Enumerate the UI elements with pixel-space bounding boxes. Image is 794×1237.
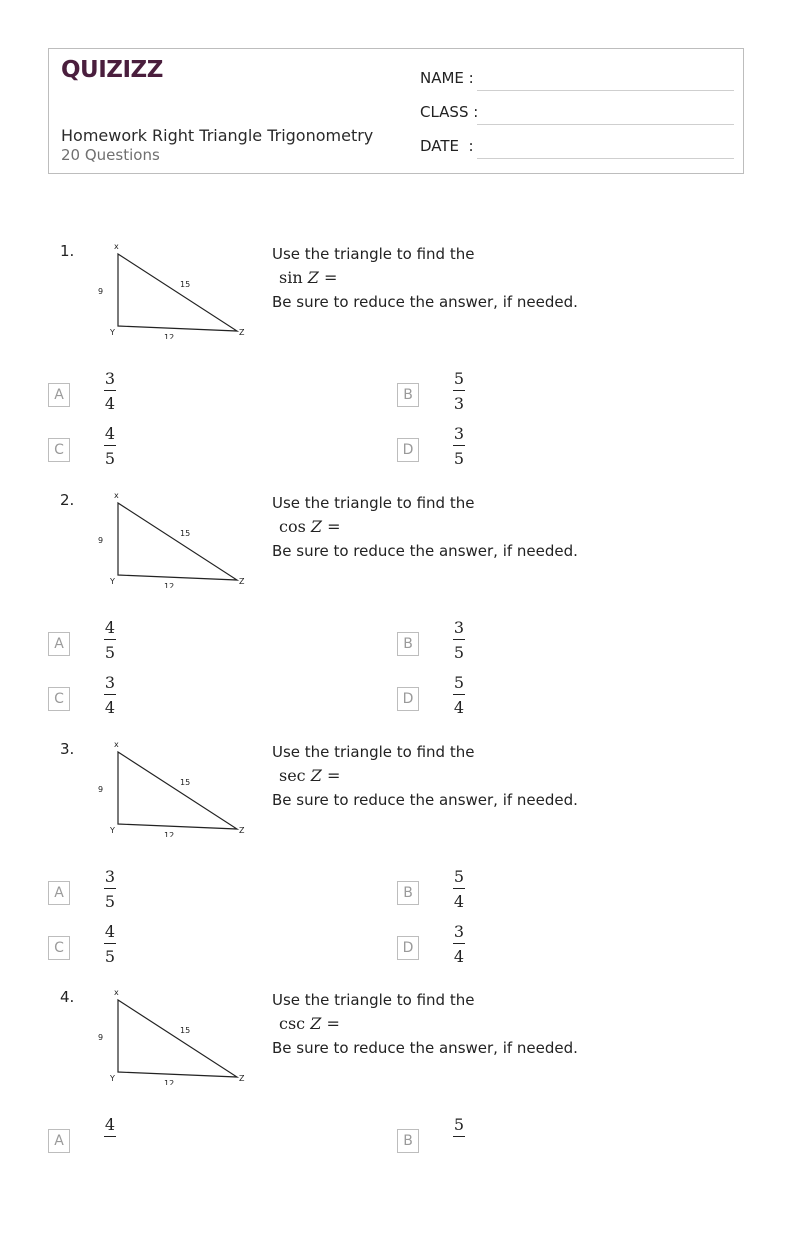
vertex-label-y: Y	[110, 328, 115, 337]
vertex-label-y: Y	[110, 577, 115, 586]
prompt-note: Be sure to reduce the answer, if needed.	[272, 1039, 578, 1057]
option-letter-box[interactable]: B	[397, 1129, 419, 1153]
option-letter-box[interactable]: C	[48, 438, 70, 462]
fraction-bar	[453, 888, 465, 889]
vertex-label-x: x	[114, 242, 119, 251]
option-fraction	[453, 424, 465, 469]
option-letter-box[interactable]: D	[397, 936, 419, 960]
question-item	[0, 491, 794, 740]
angle-variable: Z	[310, 517, 323, 536]
fraction-numerator: 5	[453, 673, 465, 692]
question-prompt	[272, 740, 578, 812]
option-letter-box[interactable]: B	[397, 383, 419, 407]
worksheet-header	[48, 48, 744, 174]
prompt-note: Be sure to reduce the answer, if needed.	[272, 542, 578, 560]
vertex-label-z: Z	[239, 1074, 245, 1083]
option-fraction	[453, 867, 465, 912]
triangle-shape	[118, 254, 237, 331]
fraction-bar	[104, 445, 116, 446]
vertex-label-y: Y	[110, 826, 115, 835]
fraction-numerator: 3	[104, 369, 116, 388]
class-label: CLASS :	[420, 103, 479, 121]
option-letter-box[interactable]: C	[48, 936, 70, 960]
angle-variable: Z	[310, 1014, 322, 1033]
side-label-hypotenuse: 15	[180, 280, 191, 289]
question-prompt	[272, 242, 578, 314]
option-fraction	[104, 369, 116, 414]
trig-function: sin	[279, 268, 303, 287]
side-label-bottom: 12	[164, 831, 175, 837]
fraction-bar	[453, 639, 465, 640]
trig-function: cos	[279, 517, 306, 536]
option-letter-box[interactable]: A	[48, 881, 70, 905]
fraction-bar	[104, 888, 116, 889]
side-label-left: 9	[98, 287, 104, 296]
question-item	[0, 740, 794, 989]
option-fraction	[453, 1115, 465, 1140]
option-letter-box[interactable]: B	[397, 881, 419, 905]
triangle-figure	[92, 980, 252, 1085]
worksheet-title: Homework Right Triangle Trigonometry	[61, 126, 374, 145]
side-label-left: 9	[98, 536, 104, 545]
side-label-bottom: 12	[164, 1079, 175, 1085]
name-line[interactable]	[477, 90, 734, 91]
question-item	[0, 988, 794, 1237]
trig-function: csc	[279, 1014, 306, 1033]
fraction-numerator: 3	[453, 922, 465, 941]
option-fraction	[453, 922, 465, 967]
quizizz-logo: QUIZIZZ	[61, 57, 163, 83]
side-label-hypotenuse: 15	[180, 1026, 191, 1035]
option-fraction	[104, 424, 116, 469]
option-letter-box[interactable]: A	[48, 1129, 70, 1153]
vertex-label-z: Z	[239, 826, 245, 835]
question-prompt	[272, 988, 578, 1060]
vertex-label-x: x	[114, 491, 119, 500]
trig-expression	[272, 266, 578, 290]
date-label: DATE :	[420, 137, 474, 155]
fraction-numerator: 3	[104, 673, 116, 692]
class-field[interactable]	[420, 103, 734, 125]
vertex-label-x: x	[114, 988, 119, 997]
trig-function: sec	[279, 766, 306, 785]
fraction-denominator: 5	[104, 947, 116, 966]
option-fraction	[104, 1115, 116, 1140]
option-fraction	[453, 618, 465, 663]
equals-sign: =	[327, 517, 341, 536]
option-letter-box[interactable]: B	[397, 632, 419, 656]
name-field[interactable]	[420, 69, 734, 91]
option-letter-box[interactable]: D	[397, 687, 419, 711]
fraction-denominator: 3	[453, 394, 465, 413]
option-letter-box[interactable]: D	[397, 438, 419, 462]
vertex-label-y: Y	[110, 1074, 115, 1083]
equals-sign: =	[326, 1014, 340, 1033]
option-fraction	[104, 867, 116, 912]
triangle-shape	[118, 503, 237, 580]
fraction-bar	[453, 694, 465, 695]
trig-expression	[272, 1012, 578, 1036]
trig-expression	[272, 764, 578, 788]
fraction-numerator: 5	[453, 369, 465, 388]
question-prompt	[272, 491, 578, 563]
fraction-denominator: 4	[104, 394, 116, 413]
fraction-numerator: 4	[104, 618, 116, 637]
fraction-numerator: 3	[104, 867, 116, 886]
option-letter-box[interactable]: C	[48, 687, 70, 711]
equals-sign: =	[326, 766, 341, 785]
question-item	[0, 242, 794, 491]
fraction-denominator: 4	[453, 892, 465, 911]
fraction-denominator: 4	[104, 698, 116, 717]
fraction-numerator: 3	[453, 424, 465, 443]
question-count: 20 Questions	[61, 146, 160, 164]
triangle-figure	[92, 234, 252, 339]
fraction-bar	[104, 694, 116, 695]
option-letter-box[interactable]: A	[48, 383, 70, 407]
triangle-figure	[92, 732, 252, 837]
date-field[interactable]	[420, 137, 734, 159]
vertex-label-z: Z	[239, 328, 245, 337]
triangle-shape	[118, 1000, 237, 1077]
fraction-denominator: 5	[104, 643, 116, 662]
fraction-denominator: 5	[104, 892, 116, 911]
side-label-left: 9	[98, 785, 104, 794]
prompt-text: Use the triangle to find the	[272, 245, 475, 263]
option-fraction	[453, 673, 465, 718]
side-label-hypotenuse: 15	[180, 529, 191, 538]
question-number: 1.	[60, 242, 75, 260]
option-fraction	[453, 369, 465, 414]
fraction-numerator: 3	[453, 618, 465, 637]
fraction-numerator: 5	[453, 867, 465, 886]
triangle-figure	[92, 483, 252, 588]
fraction-bar	[453, 1136, 465, 1137]
side-label-left: 9	[98, 1033, 104, 1042]
fraction-bar	[104, 943, 116, 944]
prompt-text: Use the triangle to find the	[272, 494, 475, 512]
prompt-text: Use the triangle to find the	[272, 743, 475, 761]
name-label: NAME :	[420, 69, 474, 87]
triangle-shape	[118, 752, 237, 829]
question-number: 4.	[60, 988, 75, 1006]
question-number: 2.	[60, 491, 75, 509]
prompt-text: Use the triangle to find the	[272, 991, 475, 1009]
fraction-bar	[104, 639, 116, 640]
option-fraction	[104, 673, 116, 718]
fraction-denominator: 5	[104, 449, 116, 468]
fraction-denominator: 5	[453, 449, 465, 468]
angle-variable: Z	[310, 766, 322, 785]
class-line[interactable]	[477, 124, 734, 125]
fraction-denominator: 5	[453, 643, 465, 662]
fraction-bar	[104, 390, 116, 391]
date-line[interactable]	[477, 158, 734, 159]
side-label-hypotenuse: 15	[180, 778, 191, 787]
vertex-label-z: Z	[239, 577, 245, 586]
prompt-note: Be sure to reduce the answer, if needed.	[272, 791, 578, 809]
fraction-denominator: 4	[453, 947, 465, 966]
side-label-bottom: 12	[164, 582, 175, 588]
fraction-bar	[453, 445, 465, 446]
trig-expression	[272, 515, 578, 539]
fraction-numerator: 4	[104, 424, 116, 443]
side-label-bottom: 12	[164, 333, 175, 339]
fraction-numerator: 4	[104, 922, 116, 941]
vertex-label-x: x	[114, 740, 119, 749]
question-number: 3.	[60, 740, 75, 758]
angle-variable: Z	[307, 268, 319, 287]
prompt-note: Be sure to reduce the answer, if needed.	[272, 293, 578, 311]
fraction-bar	[453, 943, 465, 944]
fraction-bar	[104, 1136, 116, 1137]
equals-sign: =	[323, 268, 338, 287]
fraction-denominator: 4	[453, 698, 465, 717]
fraction-numerator: 5	[453, 1115, 465, 1134]
fraction-numerator: 4	[104, 1115, 116, 1134]
fraction-bar	[453, 390, 465, 391]
option-fraction	[104, 618, 116, 663]
option-letter-box[interactable]: A	[48, 632, 70, 656]
option-fraction	[104, 922, 116, 967]
